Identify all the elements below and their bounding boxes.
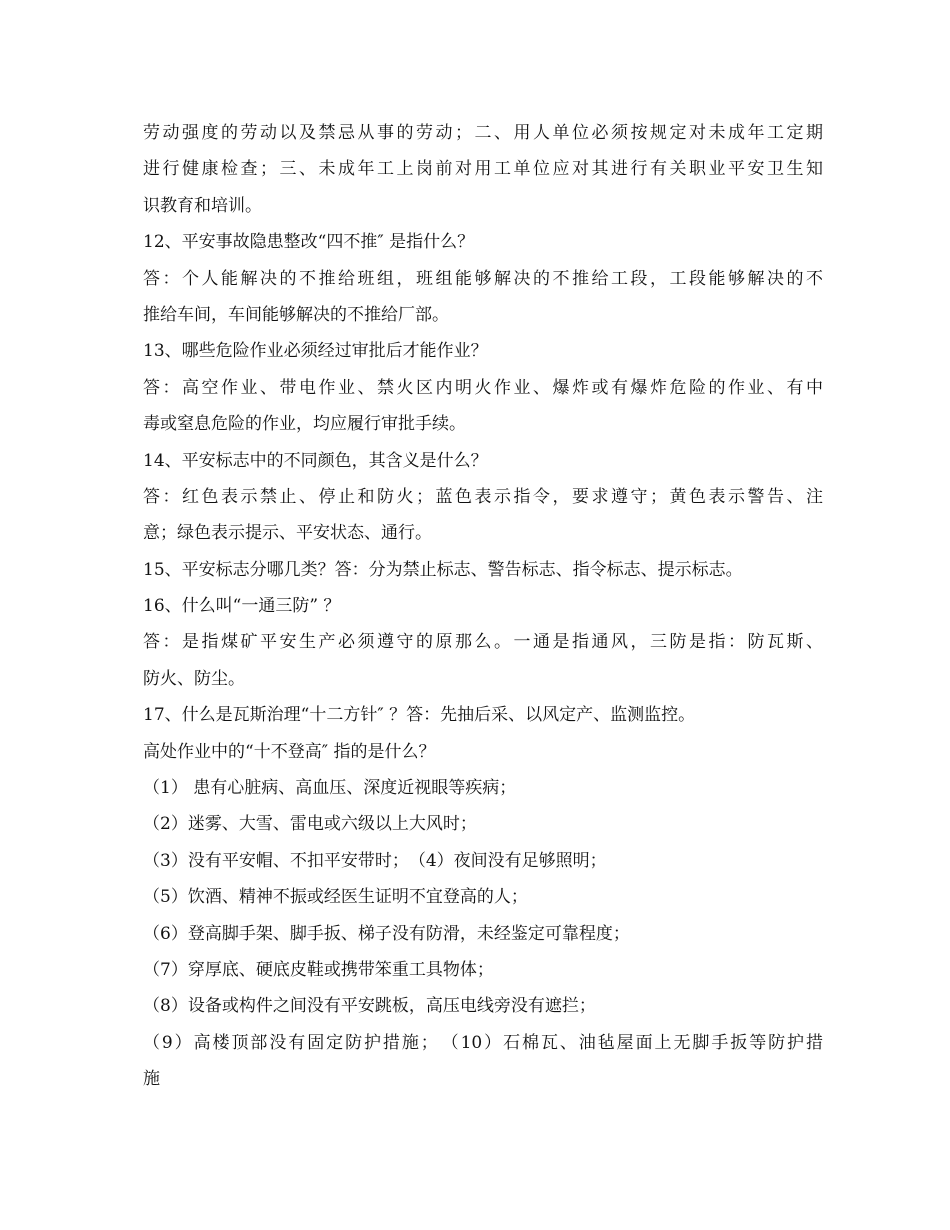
text-line: 进行健康检查；三、未成年工上岗前对用工单位应对其进行有关职业平安卫生知 (143, 159, 823, 180)
answer-line: 答：红色表示禁止、停止和防火；蓝色表示指令，要求遵守；黄色表示警告、注 (143, 486, 823, 507)
question-heading: 13、哪些危险作业必须经过审批后才能作业？ (143, 341, 488, 362)
list-item: （8）设备或构件之间没有平安跳板，高压电线旁没有遮拦； (143, 996, 596, 1017)
answer-line: 答：高空作业、带电作业、禁火区内明火作业、爆炸或有爆炸危险的作业、有中 (143, 377, 823, 398)
question-heading: 高处作业中的“十不登高″ 指的是什么？ (143, 741, 436, 762)
answer-line: 防火、防尘。 (143, 668, 245, 689)
list-item: （9）高楼顶部没有固定防护措施； （10）石棉瓦、油毡屋面上无脚手扳等防护措 (143, 1032, 823, 1053)
question-heading: 16、什么叫“一通三防” ？ (143, 596, 341, 617)
answer-line: 毒或窒息危险的作业，均应履行审批手续。 (143, 414, 466, 435)
list-item: （3）没有平安帽、不扣平安带时； （4）夜间没有足够照明； (143, 850, 607, 871)
question-heading: 15、平安标志分哪几类？答：分为禁止标志、警告标志、指令标志、提示标志。 (143, 559, 743, 580)
question-heading: 14、平安标志中的不同颜色，其含义是什么？ (143, 450, 488, 471)
list-item: （2）迷雾、大雪、雷电或六级以上大风时； (143, 814, 477, 835)
question-heading: 12、平安事故隐患整改“四不推″ 是指什么？ (143, 232, 475, 253)
list-item: （1） 患有心脏病、高血压、深度近视眼等疾病； (143, 778, 517, 799)
list-item: （5）饮酒、精神不振或经医生证明不宜登高的人； (143, 887, 528, 908)
answer-line: 推给车间，车间能够解决的不推给厂部。 (143, 304, 449, 325)
list-item: （7）穿厚底、硬底皮鞋或携带笨重工具物体； (143, 959, 494, 980)
question-heading: 17、什么是瓦斯治理“十二方针″ ？答：先抽后采、以风定产、监测监控。 (143, 705, 696, 726)
text-line: 劳动强度的劳动以及禁忌从事的劳动；二、用人单位必须按规定对未成年工定期 (143, 123, 823, 143)
list-item: 施 (143, 1069, 160, 1090)
document-body (143, 115, 823, 1098)
answer-line: 意；绿色表示提示、平安状态、通行。 (143, 523, 432, 544)
answer-line: 答：是指煤矿平安生产必须遵守的原那么。一通是指通风，三防是指：防瓦斯、 (143, 632, 823, 653)
answer-line: 答：个人能解决的不推给班组，班组能够解决的不推给工段，工段能够解决的不 (143, 268, 823, 289)
text-line: 识教育和培训。 (143, 195, 262, 216)
list-item: （6）登高脚手架、脚手扳、梯子没有防滑，未经鉴定可靠程度； (143, 923, 630, 944)
